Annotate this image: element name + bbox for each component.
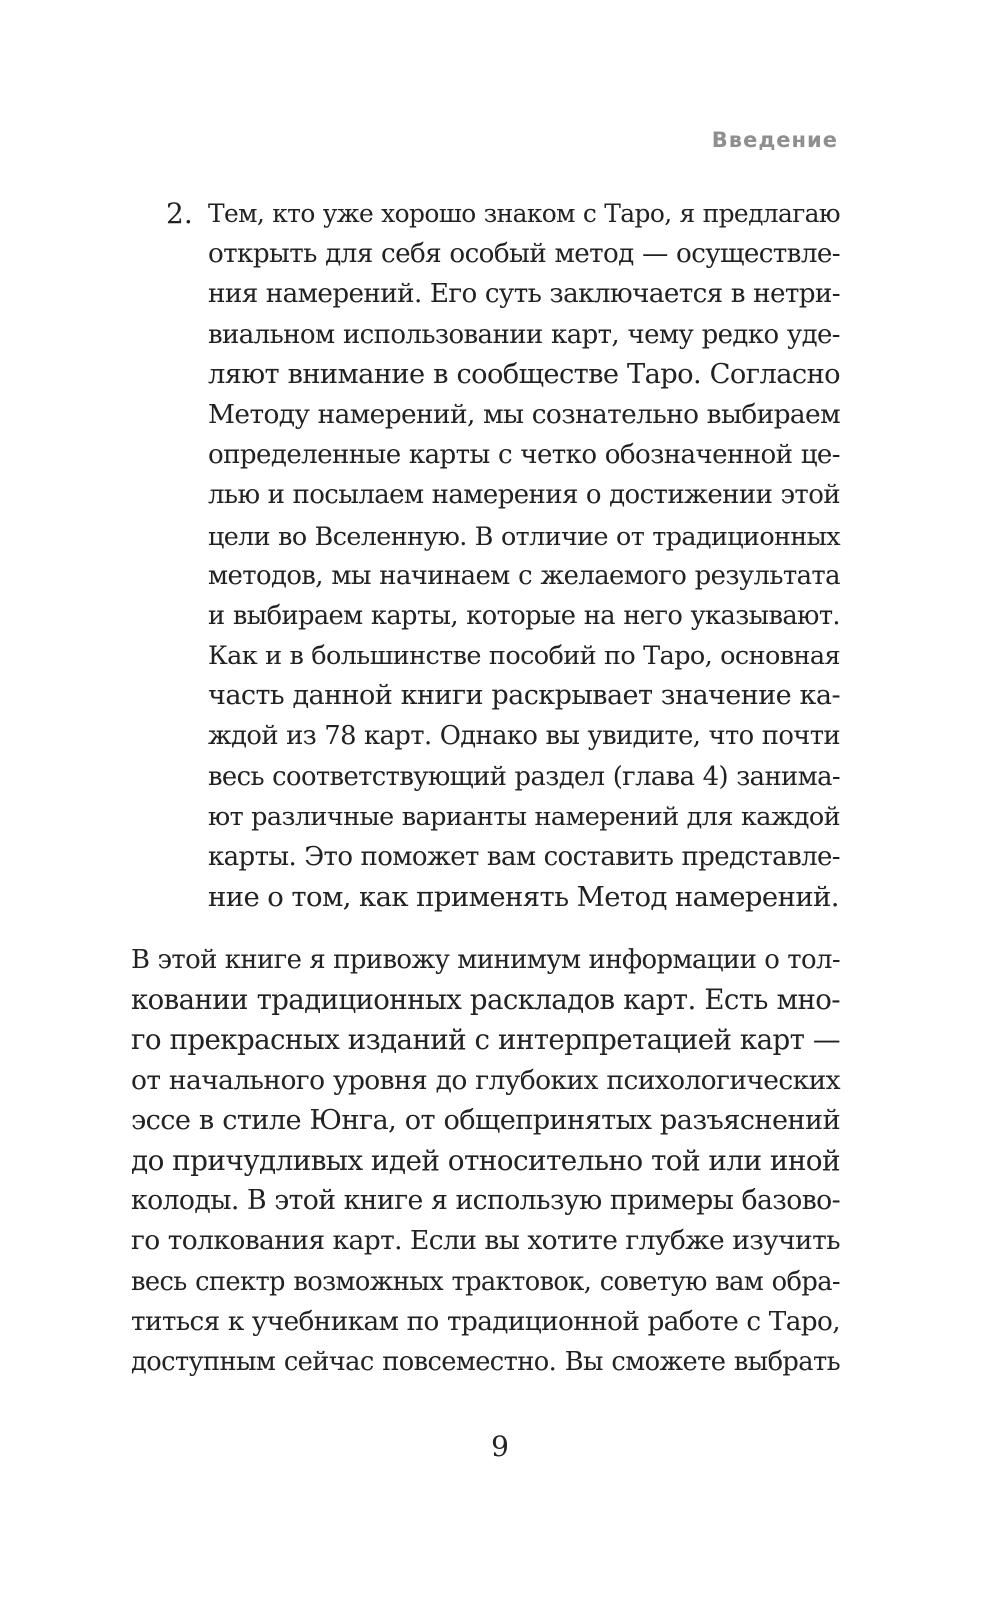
text-line: Методу намерений, мы сознательно выбираем [208, 398, 840, 430]
text-line: часть данной книги раскрывает значение ка- [208, 680, 840, 712]
text-line: весь соответствующий раздел (глава 4) занима- [208, 761, 840, 792]
text-line: карты. Это поможет вам составить представле- [208, 842, 840, 872]
body-paragraph [131, 940, 840, 1382]
text-line: до причудливых идей относительно той или иной [131, 1143, 840, 1177]
text-line: колоды. В этой книге я использую примеры базово- [131, 1185, 840, 1217]
text-line: лью и посылаем намерения о достижении этой [208, 480, 840, 511]
text-line: определенные карты с четко обозначенной це- [208, 440, 840, 471]
list-item-number: 2. [166, 197, 193, 230]
text-line: титься к учебникам по традиционной работе с Таро, [131, 1306, 840, 1337]
text-line: ляют внимание в сообществе Таро. Согласно [208, 358, 840, 390]
text-line: го прекрасных изданий с интерпретацией карт — [131, 1023, 840, 1057]
page-number: 9 [491, 1430, 509, 1463]
text-line: ют различные варианты намерений для каждой [208, 801, 840, 832]
text-line: ковании традиционных раскладов карт. Есть мно- [131, 983, 840, 1017]
text-line: доступным сейчас повсеместно. Вы сможете выбрать [131, 1346, 840, 1377]
text-line: цели во Вселенную. В отличие от традиционных [208, 520, 840, 551]
text-line: ние о том, как применять Метод намерений. [208, 881, 839, 914]
text-line: ния намерений. Его суть заключается в нетри- [208, 279, 840, 310]
text-line: Тем, кто уже хорошо знаком с Таро, я предлагаю [208, 199, 840, 228]
text-line: весь спектр возможных трактовок, советую вам обра- [131, 1266, 840, 1297]
text-line: эссе в стиле Юнга, от общепринятых разъяснений [131, 1104, 840, 1136]
text-line: и выбираем карты, которые на него указывают. [208, 600, 840, 631]
text-line: ждой из 78 карт. Однако вы увидите, что почти [208, 721, 840, 752]
running-head: Введение [711, 128, 838, 152]
text-line: методов, мы начинаем с желаемого результата [208, 560, 840, 591]
text-line: виальном использовании карт, чему редко уде- [208, 319, 840, 350]
text-line: го толкования карт. Если вы хотите глубже изучить [131, 1225, 840, 1257]
text-line: от начального уровня до глубоких психологических [131, 1064, 840, 1096]
list-item-text [208, 194, 840, 917]
text-line: Как и в большинстве пособий по Таро, основная [208, 641, 840, 672]
text-line: открыть для себя особый метод — осуществле- [208, 239, 840, 270]
text-line: В этой книге я привожу минимум информации о тол- [131, 945, 840, 975]
